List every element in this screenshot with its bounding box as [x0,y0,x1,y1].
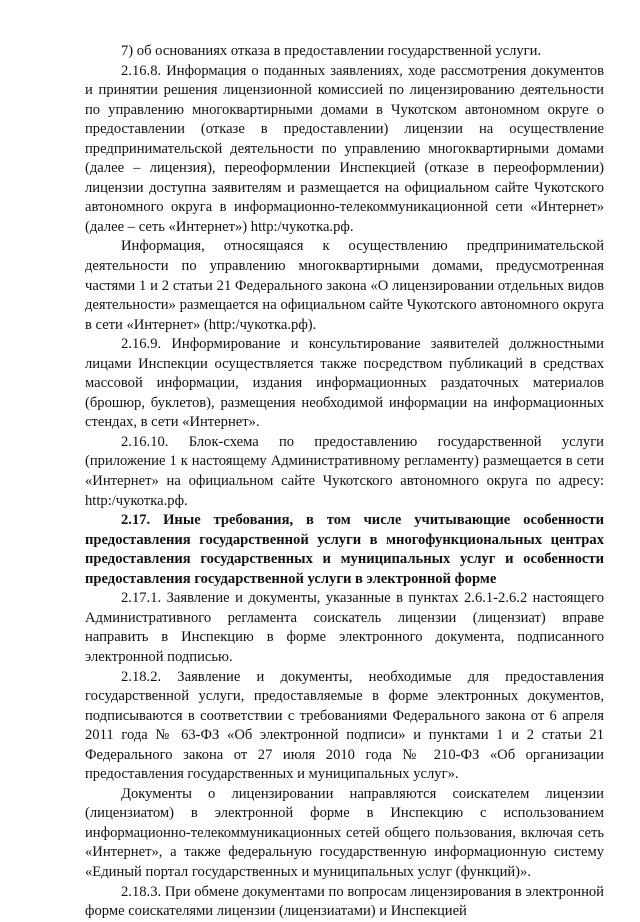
paragraph-p-2-17-heading: 2.17. Иные требования, в том числе учитывающие особенности предоставления государственной услуги в многофункциональных центрах предоставления государственных и муниципальных услуг и особенности предоставления государственной услуги в электронной форме [85,512,604,587]
paragraph-p-2-18-2: 2.18.2. Заявление и документы, необходимые для предоставления государственной услуги, предоставляемые в форме электронных документов, подписываются в соответствии с требованиями Федерального закона от 6 апреля 2011 года № 63-ФЗ «Об электронной подписи» и пунктами 1 и 2 статьи 21 Федерального закона от 27 июля 2010 года № 210-ФЗ «Об организации предоставления государственных и муниципальных услуг». [85,668,604,783]
paragraph-p-7-refusal-grounds: 7) об основаниях отказа в предоставлении государственной услуги. [121,43,542,59]
paragraph-p-2-16-10: 2.16.10. Блок-схема по предоставлению государственной услуги (приложение 1 к настоящему Административному регламенту) размещается в сети «Интернет» на официальном сайте Чукотского автономного округа по адресу: http:/чукотка.рф. [85,433,604,509]
paragraph-p-2-16-8: 2.16.8. Информация о поданных заявлениях, ходе рассмотрения документов и принятии решения лицензионной комиссией по лицензированию деятельности по управлению многоквартирными домами в Чукотском автономном округе о предоставлении (отказе в предоставлении) лицензии на осуществление предпринимательской деятельности по управлению многоквартирными домами (далее – лицензия), переоформлении Инспекцией (отказе в переоформлении) лицензии доступна заявителям и размещается на официальном сайте Чукотского автономного округа в информационно-телекоммуникационной сети «Интернет» (далее – сеть «Интернет») http:/чукотка.рф. [85,62,604,235]
paragraph-p-info-activity: Информация, относящаяся к осуществлению предпринимательской деятельности по управлению многоквартирными домами, предусмотренная частями 1 и 2 статьи 21 Федерального закона «О лицензировании отдельных видов деятельности» размещается на официальном сайте Чукотского автономного округа в сети «Интернет» (http:/чукотка.рф). [85,238,604,333]
paragraph-p-2-17-1: 2.17.1. Заявление и документы, указанные в пунктах 2.6.1-2.6.2 настоящего Административного регламента соискатель лицензии (лицензиат) вправе направить в Инспекцию в форме электронного документа, подписанного электронной подписью. [85,590,604,665]
document-body [85,42,604,922]
paragraph-p-2-18-3: 2.18.3. При обмене документами по вопросам лицензирования в электронной форме соискателями лицензии (лицензиатами) и Инспекцией [85,883,604,920]
paragraph-p-2-16-9: 2.16.9. Информирование и консультирование заявителей должностными лицами Инспекции осуществляется также посредством публикаций в средствах массовой информации, издания информационных раздаточных материалов (брошюр, буклетов), размещения необходимой информации на информационных стендах, в сети «Интернет». [85,336,604,431]
paragraph-p-licensing-docs: Документы о лицензировании направляются соискателем лицензии (лицензиатом) в электронной форме в Инспекцию с использованием информационно-телекоммуникационных сетей общего пользования, включая сеть «Интернет», а также федеральную государственную информационную систему «Единый портал государственных и муниципальных услуг (функций)». [85,785,604,880]
